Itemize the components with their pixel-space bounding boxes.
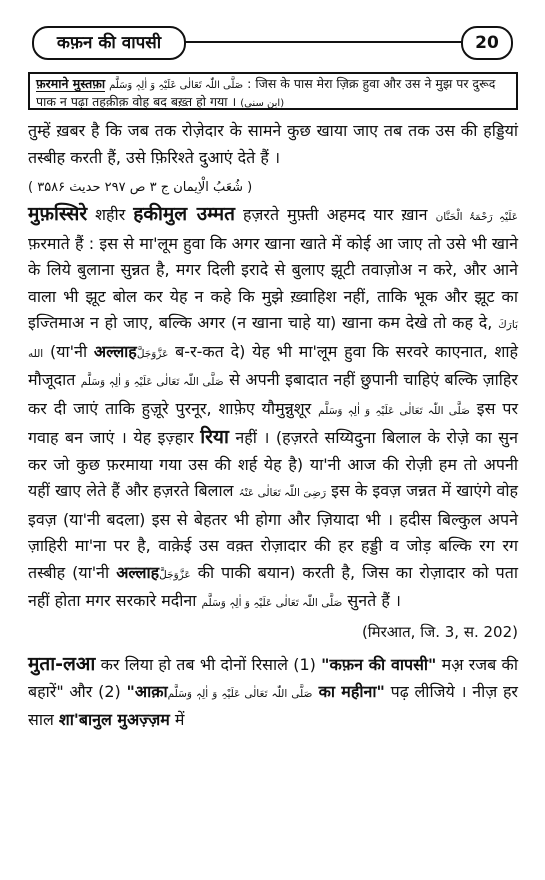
- allah-word: अल्लाह: [93, 341, 137, 361]
- text-span: से अपनी इबादात नहीं छुपानी चाहिएं बल्कि ज़ाहिर कर दी जाएं ताकि हुज़ूरे पुरनूर, शाफ़ेए यौमुन्नुशूर: [28, 370, 518, 418]
- text-span: ब-र-कत दे) येह भी मा'लूम हुवा कि सरवरे काएनात, शाहे मौजूदात: [28, 341, 518, 389]
- text-span: पढ़ लीजिये । नीज़ हर साल: [28, 681, 518, 729]
- riya-word: रिया: [200, 426, 229, 448]
- text-span: हज़रते मुफ़्ती अहमद यार ख़ान: [235, 205, 436, 224]
- text-span: (या'नी: [43, 341, 94, 361]
- text-span: फ़रमाते हैं : इस से मा'लूम हुवा कि अगर खाना खाते में कोई आ जाए तो उसे भी खाने के लिये बुलाना सुन्नत है, मगर दिली इरादे से बुलाए झूटी तवाज़ोअ न करे, और आने वाला भी झूट बोल कर येह न कहे कि मुझे ख़्वाहिश नहीं, ताकि भूक और झूट का इज्तिमाअ न हो जाए, बल्कि अगर (न खाना चाहे या) खाना कम देखे तो कह दे,: [28, 233, 518, 332]
- mutalaa-word: मुता-लआ: [28, 653, 96, 675]
- mufassir-word: मुफ़स्सिरे: [28, 203, 88, 225]
- paragraph-3: [28, 651, 518, 734]
- text-span: नहीं । (हज़रते सय्यिदुना बिलाल के रोज़े का सुन कर जो कुछ फ़रमाया गया उस की शर्ह येह है) या'नी आज की रोज़ी हम तो अपनी यहीं खाए लेते हैं और हज़रते बिलाल: [28, 428, 518, 500]
- text-span: मअ़ रजब की बहारें" और (2): [28, 655, 518, 701]
- paragraph-2: [28, 201, 518, 617]
- honorific-azza: عَزَّوَجَلَّ: [136, 347, 169, 360]
- honorific-azza: عَزَّوَجَلَّ: [159, 568, 191, 581]
- shaban-word: शा'बानुल मुअज़्ज़म: [58, 710, 170, 729]
- text-span: की पाकी बयान) करती है, जिस का रोज़ादार को पता नहीं होता मगर सरकारे मदीना: [28, 562, 518, 610]
- book-title-quote-2: "आक़ा: [126, 681, 168, 701]
- text-span: इस पर गवाह बन जाएं । येह इज़्हार: [28, 398, 518, 447]
- honorific-salla: صَلَّی اللّٰہ تَعَالٰی عَلَیْہِ وَ اٰلِہٖ وَسَلَّم: [167, 687, 313, 700]
- paragraph-1: तुम्हें ख़बर है कि जब तक रोज़ेदार के सामने कुछ खाया जाए तब तक उस की हड्डियां तस्बीह करती हैं, उसे फ़िरिश्ते दुआएं देते हैं ।: [28, 121, 518, 167]
- body-text: [28, 118, 518, 734]
- honorific-salla: صَلَّی اللّٰہ تَعَالٰی عَلَیْہِ وَ اٰلِہٖ وَسَلَّم: [318, 404, 470, 417]
- page-header: [22, 22, 523, 62]
- book-title-quote-1: "कफ़न की वापसी": [321, 655, 437, 674]
- honorific-salla: صَلَّی اللّٰہ تَعَالٰی عَلَیْہِ وَ اٰلِہٖ وَسَلَّم: [80, 376, 224, 388]
- text-span: इस के इवज़ जन्नत में खाएंगे वोह इवज़ (या'नी बदला) इस से बेहतर भी होगा और ज़ियादा भी । हदीस बिल्कुल अपने ज़ाहिरी मा'ना पर है, वाक़ेई उस वक़्त रोज़ादार की हर हड्डी व जोड़ बल्कि रग रग तस्बीह (या'नी: [28, 481, 518, 582]
- honorific-radi: رَضِیَ اللّٰہ تَعَالٰی عَنْہُ: [238, 487, 327, 499]
- text-span: सुनते हैं ।: [342, 591, 401, 610]
- allah-word: अल्लाह: [116, 562, 160, 582]
- book-title-quote-3: का महीना": [312, 681, 385, 701]
- text-span: में: [169, 710, 185, 729]
- header-rule: [182, 41, 463, 43]
- hadith-source: (ابن سنی): [240, 98, 285, 109]
- hadith-tag: फ़रमाने मुस्तफ़ा: [36, 76, 106, 91]
- arabic-reference: ( شُعَبُ الْاِیمان ج ۳ ص ۲۹۷ حدیث ۳۵۸۶ ): [28, 180, 253, 195]
- book-title: कफ़न की वापसी: [32, 26, 186, 60]
- text-span: कर लिया हो तब भी दोनों रिसाले (1): [95, 655, 322, 674]
- honorific-salla: صَلَّی اللّٰہ تَعَالٰی عَلَیْہِ وَ اٰلِہٖ وَسَلَّم: [201, 597, 343, 609]
- hadith-box: [28, 72, 518, 110]
- barakallah-arabic: بَارَكَ الله: [28, 319, 518, 360]
- hakimul-ummat: हकीमुल उम्मत: [133, 203, 235, 225]
- page-number: 20: [461, 26, 513, 60]
- honorific-rahma: عَلَیْہِ رَحْمَۃُ الْحَنَّان: [435, 211, 518, 223]
- hadith-honorific: صَلَّی اللّٰہ تَعَالٰی عَلَیْہِ وَ اٰلِہٖ وَسَلَّم: [109, 80, 244, 91]
- mirat-reference: (मिरआत, जि. 3, स. 202): [361, 622, 518, 641]
- text-span: शहीर: [87, 205, 134, 224]
- hadith-text: : जिस के पास मेरा ज़िक्र हुवा और उस ने मुझ पर दुरूद पाक न पढ़ा तहक़ीक़ वोह बद बख़्त हो गया ।: [36, 76, 496, 109]
